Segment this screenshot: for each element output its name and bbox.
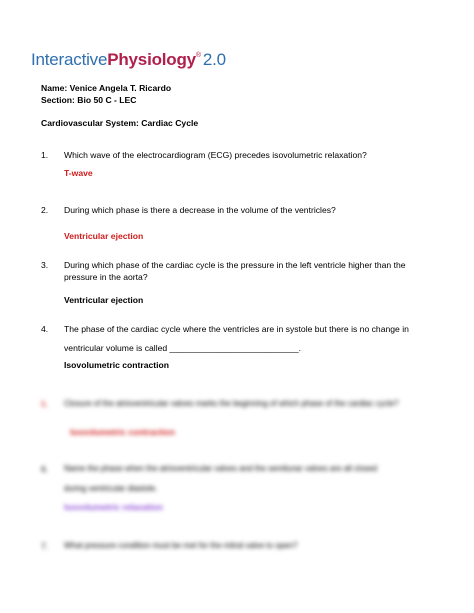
answer-text: Ventricular ejection	[64, 231, 144, 241]
question-number: 6.	[41, 464, 49, 474]
answer-text: Isovolumetric contraction	[70, 427, 176, 437]
question-number: 3.	[41, 260, 49, 270]
question-text-line-2: ventricular volume is called ___________________________.	[64, 343, 301, 353]
student-name: Name: Venice Angela T. Ricardo	[41, 83, 172, 93]
question-text: Name the phase when the atrioventricular valves and the semilunar valves are all closed	[64, 464, 378, 473]
logo-version: 2.0	[202, 50, 226, 69]
logo-registered-mark: ®	[195, 52, 201, 59]
question-number: 1.	[41, 150, 49, 160]
question-number: 7.	[41, 541, 49, 551]
question-text: What pressure condition must be met for the mitral valve to open?	[64, 541, 298, 550]
answer-text: Ventricular ejection	[64, 295, 144, 305]
question-text: The phase of the cardiac cycle where the ventricles are in systole but there is no change in	[64, 324, 409, 334]
question-text-line-2: during ventricular diastole.	[64, 484, 158, 493]
question-number: 2.	[41, 205, 49, 215]
question-text: During which phase of the cardiac cycle is the pressure in the left ventricle higher than the pressure in the aorta?	[64, 260, 406, 282]
worksheet-title: Cardiovascular System: Cardiac Cycle	[41, 118, 199, 128]
logo-part-1: Interactive	[31, 50, 108, 69]
student-section: Section: Bio 50 C - LEC	[41, 95, 137, 105]
question-number: 5.	[41, 399, 49, 409]
question-text: During which phase is there a decrease in the volume of the ventricles?	[64, 205, 336, 215]
question-text: Which wave of the electrocardiogram (ECG) precedes isovolumetric relaxation?	[64, 150, 367, 160]
answer-text: Isovolumetric contraction	[64, 360, 170, 370]
question-text: Closure of the atrioventricular valves marks the beginning of which phase of the cardiac cycle?	[64, 399, 399, 408]
question-number: 4.	[41, 324, 49, 334]
answer-text: T-wave	[64, 168, 93, 178]
logo	[31, 50, 226, 70]
answer-text: Isovolumetric relaxation	[64, 502, 163, 512]
logo-part-2: Physiology	[107, 50, 196, 69]
